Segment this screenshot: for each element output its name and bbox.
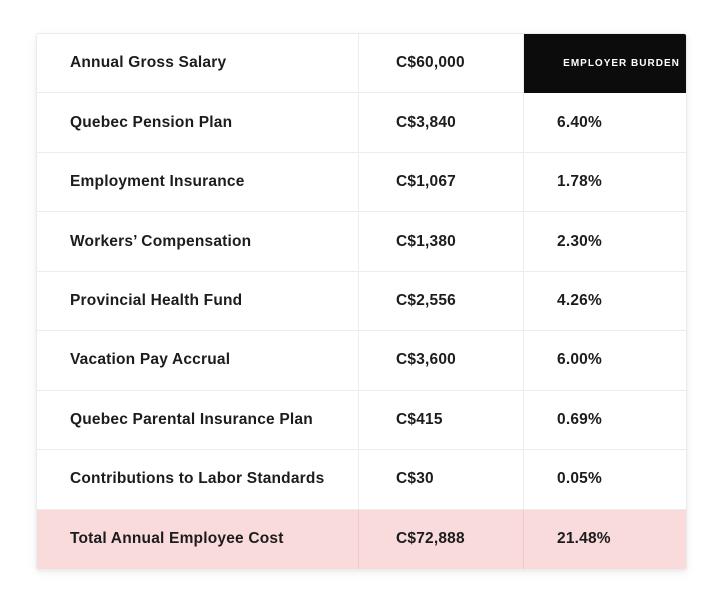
- row-label-cell: Contributions to Labor Standards: [37, 450, 359, 509]
- row-value-cell: C$1,380: [359, 212, 524, 271]
- row-label-cell: Workers’ Compensation: [37, 212, 359, 271]
- employer-burden-header-cell: EMPLOYER BURDEN: [524, 34, 686, 93]
- row-burden-cell: 6.00%: [524, 331, 686, 390]
- row-burden-cell: 0.69%: [524, 391, 686, 450]
- row-burden-cell: 0.05%: [524, 450, 686, 509]
- row-burden-cell: 2.30%: [524, 212, 686, 271]
- total-label-cell: Total Annual Employee Cost: [37, 510, 359, 569]
- total-burden-cell: 21.48%: [524, 510, 686, 569]
- row-value-cell: C$415: [359, 391, 524, 450]
- row-value-cell: C$30: [359, 450, 524, 509]
- row-value-cell: C$1,067: [359, 153, 524, 212]
- row-value-cell: C$2,556: [359, 272, 524, 331]
- row-label-cell: Quebec Pension Plan: [37, 93, 359, 152]
- row-label-cell: Vacation Pay Accrual: [37, 331, 359, 390]
- row-label-cell: Quebec Parental Insurance Plan: [37, 391, 359, 450]
- employer-cost-table: [36, 33, 687, 570]
- row-label-cell: Provincial Health Fund: [37, 272, 359, 331]
- row-burden-cell: 4.26%: [524, 272, 686, 331]
- total-value-cell: C$72,888: [359, 510, 524, 569]
- row-burden-cell: 1.78%: [524, 153, 686, 212]
- header-value-cell: C$60,000: [359, 34, 524, 93]
- header-label-cell: Annual Gross Salary: [37, 34, 359, 93]
- row-label-cell: Employment Insurance: [37, 153, 359, 212]
- row-value-cell: C$3,600: [359, 331, 524, 390]
- row-value-cell: C$3,840: [359, 93, 524, 152]
- row-burden-cell: 6.40%: [524, 93, 686, 152]
